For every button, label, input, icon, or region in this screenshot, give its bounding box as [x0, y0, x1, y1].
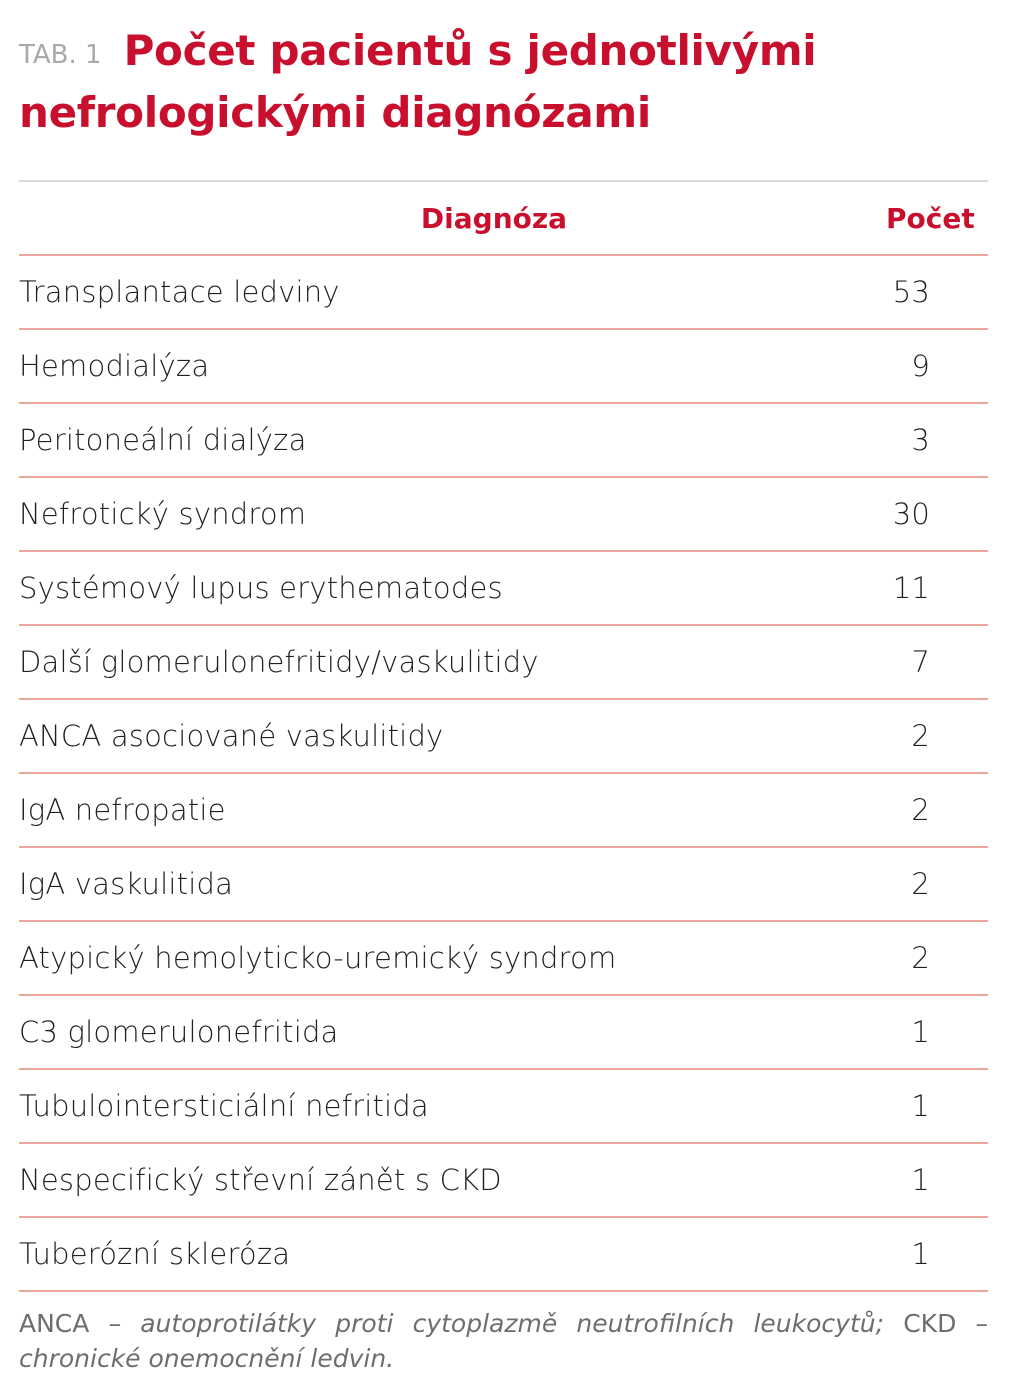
count-cell: 1 [879, 1217, 988, 1291]
diagnosis-cell: Nefrotický syndrom [19, 477, 879, 551]
table-row [19, 921, 988, 995]
count-cell: 1 [879, 1143, 988, 1217]
table-title [19, 22, 988, 142]
count-cell: 2 [879, 847, 988, 921]
title-line-2: nefrologickými diagnózami [19, 88, 651, 137]
table-row [19, 255, 988, 329]
table-row [19, 995, 988, 1069]
table-row [19, 625, 988, 699]
table-row [19, 403, 988, 477]
column-header-diagnosis: Diagnóza [19, 182, 879, 255]
table-row [19, 477, 988, 551]
diagnosis-cell: Tubulointersticiální nefritida [19, 1069, 879, 1143]
count-cell: 2 [879, 699, 988, 773]
table-row [19, 1217, 988, 1291]
diagnosis-cell: Hemodialýza [19, 329, 879, 403]
count-cell: 7 [879, 625, 988, 699]
table-row [19, 847, 988, 921]
table-row [19, 699, 988, 773]
count-cell: 2 [879, 773, 988, 847]
count-cell: 3 [879, 403, 988, 477]
title-line-1: Počet pacientů s jednotlivými [123, 26, 817, 75]
diagnosis-cell: IgA vaskulitida [19, 847, 879, 921]
diagnosis-table [19, 182, 988, 1292]
diagnosis-cell: ANCA asociované vaskulitidy [19, 699, 879, 773]
diagnosis-cell: Atypický hemolyticko-uremický syndrom [19, 921, 879, 995]
count-cell: 9 [879, 329, 988, 403]
diagnosis-cell: Tuberózní skleróza [19, 1217, 879, 1291]
footnote-def-ckd: – chronické onemocnění ledvin. [19, 1309, 989, 1373]
diagnosis-cell: C3 glomerulonefritida [19, 995, 879, 1069]
column-header-count: Počet [879, 182, 988, 255]
count-cell: 11 [879, 551, 988, 625]
footnote-abbr-anca: ANCA [19, 1309, 90, 1338]
table-number-label: TAB. 1 [19, 40, 102, 70]
table-row [19, 551, 988, 625]
count-cell: 53 [879, 255, 988, 329]
count-cell: 1 [879, 1069, 988, 1143]
footnote [19, 1306, 988, 1376]
table-header-row [19, 182, 988, 255]
diagnosis-cell: IgA nefropatie [19, 773, 879, 847]
count-cell: 30 [879, 477, 988, 551]
count-cell: 1 [879, 995, 988, 1069]
diagnosis-cell: Nespecifický střevní zánět s CKD [19, 1143, 879, 1217]
diagnosis-cell: Transplantace ledviny [19, 255, 879, 329]
table-row [19, 329, 988, 403]
table-row [19, 773, 988, 847]
table-row [19, 1069, 988, 1143]
diagnosis-cell: Systémový lupus erythematodes [19, 551, 879, 625]
footnote-def-anca: – autoprotilátky proti cytoplazmě neutrofilních leukocytů; [108, 1309, 885, 1338]
count-cell: 2 [879, 921, 988, 995]
diagnosis-cell: Peritoneální dialýza [19, 403, 879, 477]
diagnosis-cell: Další glomerulonefritidy/vaskulitidy [19, 625, 879, 699]
table-row [19, 1143, 988, 1217]
footnote-abbr-ckd: CKD [903, 1309, 957, 1338]
table-figure [19, 22, 988, 1376]
